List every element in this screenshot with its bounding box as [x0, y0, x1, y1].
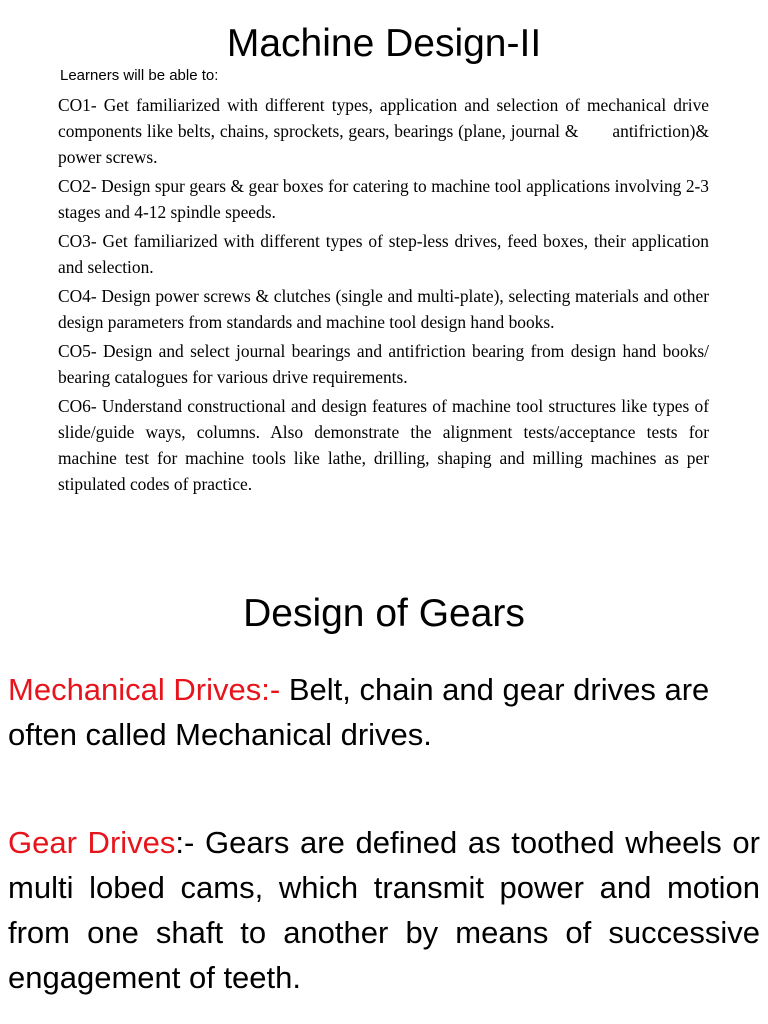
- course-outcome-co1: CO1- Get familiarized with different types, application and selection of mechanical drive components like belts, chains, sprockets, gears, bearings (plane, journal & antifriction)& power screws.: [58, 95, 709, 167]
- course-outcomes-list: [58, 92, 709, 500]
- course-outcome-co5: CO5- Design and select journal bearings and antifriction bearing from design hand books/ bearing catalogues for various drive requirements.: [58, 341, 709, 387]
- course-outcome-co2: CO2- Design spur gears & gear boxes for catering to machine tool applications involving 2-3 stages and 4-12 spindle speeds.: [58, 176, 709, 222]
- course-outcome-co4: CO4- Design power screws & clutches (single and multi-plate), selecting materials and other design parameters from standards and machine tool design hand books.: [58, 286, 709, 332]
- gear-drives-definition: [8, 820, 760, 1000]
- mechanical-drives-term: Mechanical Drives:-: [8, 672, 281, 707]
- gear-drives-term: Gear Drives: [8, 825, 176, 860]
- mechanical-drives-text: Belt, chain and gear drives are often called Mechanical drives.: [8, 672, 710, 752]
- gear-drives-text: :- Gears are defined as toothed wheels or multi lobed cams, which transmit power and motion from one shaft to another by means of successive engagement of teeth.: [8, 825, 760, 995]
- course-outcome-co3: CO3- Get familiarized with different types of step-less drives, feed boxes, their application and selection.: [58, 231, 709, 277]
- section-title: Design of Gears: [243, 592, 525, 635]
- learners-intro: Learners will be able to:: [60, 67, 219, 84]
- course-outcome-co6: CO6- Understand constructional and design features of machine tool structures like types of slide/guide ways, columns. Also demonstrate the alignment tests/acceptance tests for machine test for machine tools like lathe, drilling, shaping and milling machines as per stipulated codes of practice.: [58, 396, 709, 494]
- page-title: Machine Design-II: [226, 22, 542, 65]
- mechanical-drives-definition: [8, 667, 760, 757]
